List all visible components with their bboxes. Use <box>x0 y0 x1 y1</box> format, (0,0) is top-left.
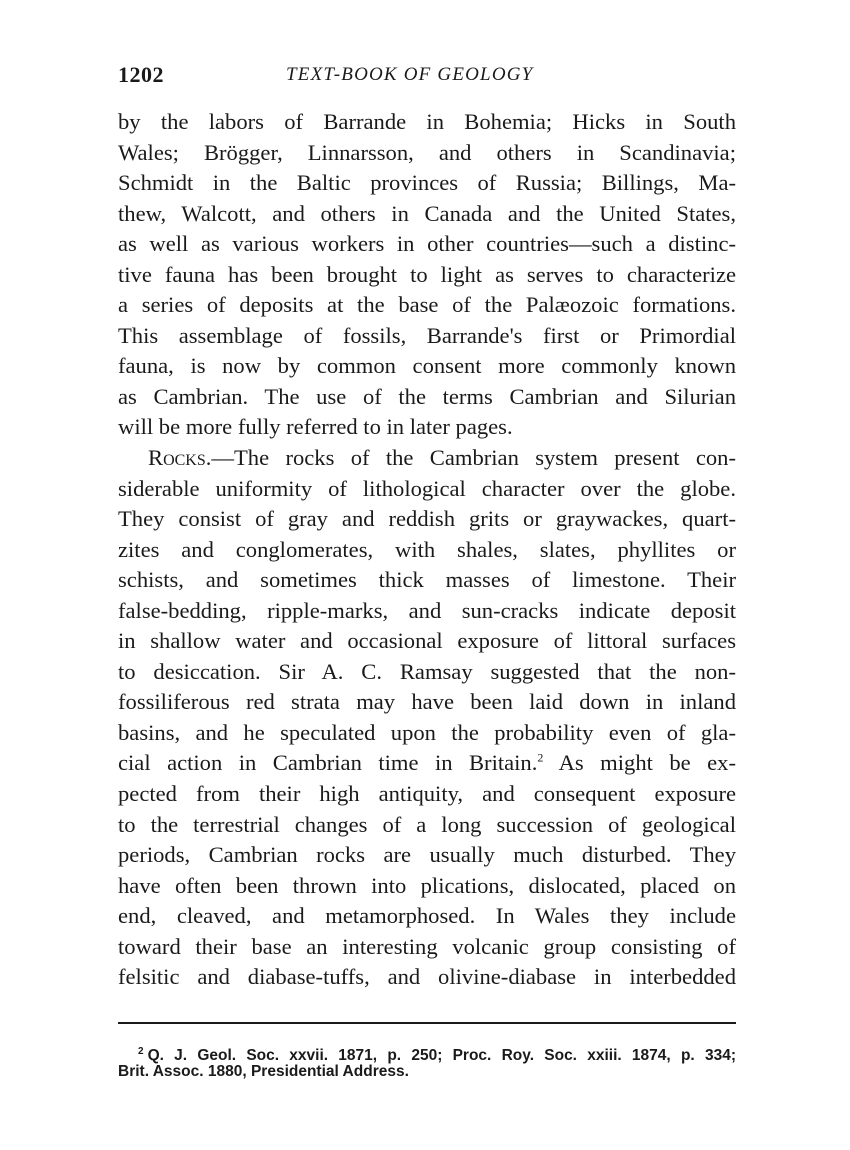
text-line: They consist of gray and reddish grits or graywackes, quart- <box>118 506 736 532</box>
text-line: toward their base an interesting volcanic group consisting of <box>118 933 736 959</box>
book-page <box>118 0 736 1150</box>
paragraph-2 <box>118 443 736 993</box>
body-text <box>118 107 736 993</box>
text-line: in shallow water and occasional exposure of littoral surfaces <box>118 628 736 654</box>
text-fragment: —The rocks of the Cambrian system present con- <box>211 445 736 471</box>
text-line: This assemblage of fossils, Barrande's first or Primordial <box>118 322 736 348</box>
text-line: Schmidt in the Baltic provinces of Russia; Billings, Ma- <box>118 170 736 196</box>
footnote-line <box>118 1042 736 1065</box>
text-line: Wales; Brögger, Linnarsson, and others in Scandinavia; <box>118 139 736 165</box>
text-line <box>118 748 736 779</box>
text-line: pected from their high antiquity, and consequent exposure <box>118 781 736 807</box>
section-heading-rocks: Rocks. <box>148 445 212 471</box>
page-header <box>118 62 736 92</box>
footnotes <box>118 1042 736 1082</box>
text-line: fauna, is now by common consent more commonly known <box>118 353 736 379</box>
text-line: as well as various workers in other countries—such a distinc- <box>118 231 736 257</box>
text-line: tive fauna has been brought to light as serves to characterize <box>118 261 736 287</box>
footnote-reference[interactable]: 2 <box>537 750 544 765</box>
text-line: end, cleaved, and metamorphosed. In Wales they include <box>118 903 736 929</box>
text-line: basins, and he speculated upon the probability even of gla- <box>118 719 736 745</box>
footnote-line: Brit. Assoc. 1880, Presidential Address. <box>118 1063 409 1080</box>
page-number: 1202 <box>118 62 164 87</box>
text-line: fossiliferous red strata may have been laid down in inland <box>118 689 736 715</box>
footnote-marker: 2 <box>138 1046 144 1057</box>
text-line: thew, Walcott, and others in Canada and the United States, <box>118 200 736 226</box>
paragraph-1 <box>118 107 736 443</box>
text-line: have often been thrown into plications, dislocated, placed on <box>118 872 736 898</box>
text-line <box>118 443 736 474</box>
text-line: by the labors of Barrande in Bohemia; Hicks in South <box>118 109 736 134</box>
text-line: to the terrestrial changes of a long succession of geological <box>118 811 736 837</box>
text-line: felsitic and diabase-tuffs, and olivine-diabase in interbedded <box>118 964 736 990</box>
text-line: will be more fully referred to in later pages. <box>118 414 513 440</box>
text-line: zites and conglomerates, with shales, slates, phyllites or <box>118 536 736 562</box>
text-line: to desiccation. Sir A. C. Ramsay suggested that the non- <box>118 658 736 684</box>
text-line: periods, Cambrian rocks are usually much disturbed. They <box>118 842 736 868</box>
footnote-divider <box>118 1022 736 1024</box>
text-line: schists, and sometimes thick masses of limestone. Their <box>118 567 736 593</box>
text-line: siderable uniformity of lithological character over the globe. <box>118 475 736 501</box>
text-fragment: As might be ex- <box>543 750 736 776</box>
text-line: false-bedding, ripple-marks, and sun-cracks indicate deposit <box>118 597 736 623</box>
footnote-text: Q. J. Geol. Soc. xxvii. 1871, p. 250; Proc. Roy. Soc. xxiii. 1874, p. 334; <box>147 1047 736 1065</box>
text-line: as Cambrian. The use of the terms Cambrian and Silurian <box>118 383 736 409</box>
text-line: a series of deposits at the base of the Palæozoic formations. <box>118 292 736 318</box>
running-title: TEXT-BOOK OF GEOLOGY <box>286 64 534 85</box>
text-fragment: cial action in Cambrian time in Britain. <box>118 750 538 776</box>
